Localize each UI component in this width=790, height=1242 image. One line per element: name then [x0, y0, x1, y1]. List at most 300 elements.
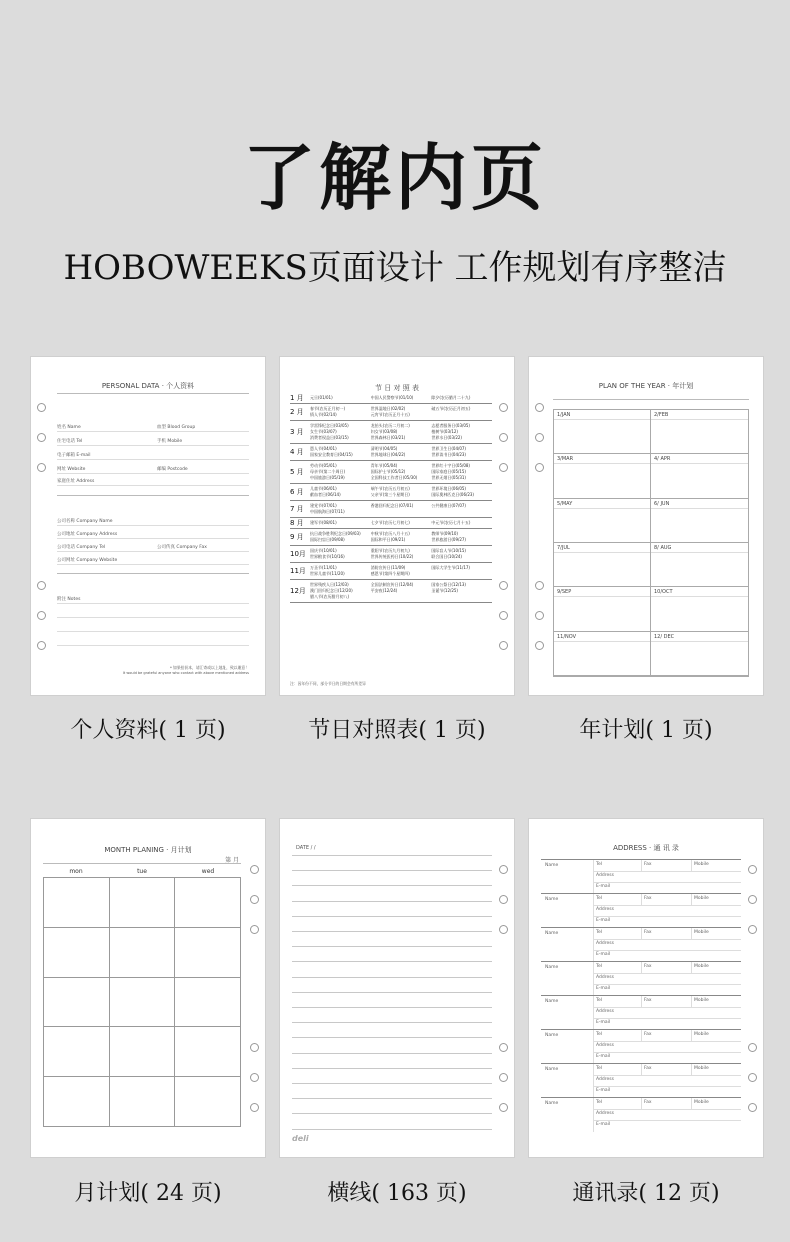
holiday-entry: 国庆节(10/01) — [310, 548, 337, 553]
holiday-entry: 七夕节(农历七月初七) — [370, 520, 410, 525]
field-row — [57, 543, 249, 552]
field-row — [57, 530, 249, 539]
fax-label: Fax — [644, 896, 652, 901]
ruled-line — [292, 992, 492, 993]
binder-hole — [499, 865, 508, 874]
month-label: 9/SEP — [557, 589, 572, 596]
year-grid — [553, 409, 749, 677]
binder-hole — [748, 865, 757, 874]
holiday-entry: 教师节(09/10) — [431, 531, 458, 536]
address-label: Address — [596, 873, 614, 878]
holiday-entry: 中秋节(农历八月十五) — [370, 531, 410, 536]
field-label: 公司电话 Company Tel — [57, 545, 106, 550]
binder-hole — [250, 895, 259, 904]
binder-hole — [250, 1103, 259, 1112]
address-label: Address — [596, 907, 614, 912]
cell-divider — [651, 463, 748, 464]
holiday-cols — [310, 395, 492, 401]
ruled-line — [292, 916, 492, 917]
month-grid — [43, 877, 241, 1127]
monthplan-heading: MONTH PLANING · 月计划 — [104, 846, 192, 854]
holiday-cols — [310, 486, 492, 498]
divider — [641, 894, 642, 905]
fax-label: Fax — [644, 964, 652, 969]
divider — [641, 928, 642, 939]
tel-label: Tel — [596, 1032, 603, 1037]
holiday-col — [431, 486, 492, 498]
field-row — [57, 465, 249, 474]
divider — [691, 928, 692, 939]
holiday-entry: 腊八节(农历腊月初八) — [310, 594, 350, 599]
holiday-cols — [310, 446, 492, 458]
binder-hole — [535, 641, 544, 650]
holiday-entry: 母亲节(第二个周日) — [310, 469, 346, 474]
weekday-header — [43, 868, 241, 875]
holiday-entry: 澳门回归纪念日(12/20) — [310, 588, 353, 593]
holiday-entry: 世界地球日(04/22) — [370, 452, 406, 457]
divider — [641, 962, 642, 973]
email-label: E-mail — [596, 1020, 611, 1025]
holiday-entry: 抗日战争胜利纪念日(09/03) — [310, 531, 361, 536]
day-cell — [110, 928, 176, 978]
ruled-line — [292, 1037, 492, 1038]
holiday-col — [371, 406, 432, 418]
holiday-row — [290, 501, 492, 518]
holiday-entry: 国际盲人节(10/15) — [431, 548, 466, 553]
binder-hole — [748, 1073, 757, 1082]
holiday-entry: 国际大学生节(11/17) — [431, 565, 470, 570]
day-cell — [110, 1077, 176, 1127]
email-label: E-mail — [596, 918, 611, 923]
holiday-entry: 父亲节(第三个星期日) — [370, 492, 410, 497]
month-label: 10/OCT — [654, 589, 673, 596]
field-label: 家庭住址 Address — [57, 479, 95, 484]
month-cell — [651, 543, 748, 587]
name-label: Name — [545, 863, 559, 868]
month-cell — [554, 454, 651, 498]
holiday-entry: 世界残疾人日(12/03) — [310, 582, 349, 587]
holiday-entry: 联合国日(10/24) — [431, 554, 462, 559]
divider — [593, 1052, 741, 1053]
holiday-col — [371, 531, 432, 543]
address-label: Address — [596, 1111, 614, 1116]
address-entry — [541, 1097, 741, 1132]
holiday-row — [290, 518, 492, 529]
holiday-table — [290, 393, 492, 603]
address-entry — [541, 961, 741, 996]
binder-hole — [499, 611, 508, 620]
binder-hole — [748, 1103, 757, 1112]
holiday-col — [431, 531, 492, 543]
holiday-row — [290, 404, 492, 421]
holiday-month: 4 月 — [290, 448, 304, 456]
holiday-entry: 志愿者服务日(03/05) — [431, 423, 470, 428]
month-cell — [554, 499, 651, 543]
fax-label: Fax — [644, 1100, 652, 1105]
holiday-entry: 香港回归纪念日(07/01) — [370, 503, 414, 508]
personal-heading: PERSONAL DATA · 个人资料 — [101, 382, 195, 390]
holiday-entry: 国家安全教育日(04/15) — [310, 452, 353, 457]
divider — [691, 860, 692, 871]
divider — [57, 393, 249, 394]
divider — [593, 1041, 741, 1042]
holiday-month: 10月 — [290, 550, 306, 558]
email-label: E-mail — [596, 1054, 611, 1059]
holiday-entry: 世界读书日(04/23) — [431, 452, 466, 457]
holiday-col — [371, 486, 432, 498]
divider — [593, 962, 594, 996]
mobile-label: Mobile — [694, 1100, 709, 1105]
email-label: E-mail — [596, 1088, 611, 1093]
holiday-col — [431, 548, 492, 560]
binder-hole — [499, 403, 508, 412]
month-cell — [554, 587, 651, 631]
holiday-entry: 万圣节(11/01) — [310, 565, 337, 570]
holiday-col — [371, 423, 432, 441]
name-label: Name — [545, 1101, 559, 1106]
holiday-month: 11月 — [290, 567, 306, 575]
caption-monthplan: 月计划( 24 页) — [74, 1181, 222, 1206]
holiday-entry: 劳动节(05/01) — [310, 463, 337, 468]
ruled-line — [292, 961, 492, 962]
divider — [593, 905, 741, 906]
holiday-month: 6 月 — [290, 488, 304, 496]
holiday-col — [310, 582, 371, 600]
divider — [593, 860, 594, 894]
holiday-entry: 平安夜(12/24) — [370, 588, 398, 593]
divider — [57, 495, 249, 496]
month-number-label: 第 月 — [225, 857, 239, 864]
card-lined — [279, 818, 515, 1158]
holiday-col — [431, 503, 492, 515]
divider — [553, 399, 749, 400]
binder-hole — [499, 895, 508, 904]
caption-lined: 横线( 163 页) — [327, 1181, 467, 1206]
divider — [593, 916, 741, 917]
ruled-line — [292, 931, 492, 932]
holiday-col — [431, 565, 492, 577]
ruled-line — [292, 1129, 492, 1130]
cell-divider — [651, 596, 748, 597]
holiday-entry: 消费者权益日(03/15) — [310, 435, 349, 440]
month-cell — [651, 632, 748, 676]
binder-hole — [499, 581, 508, 590]
divider — [641, 996, 642, 1007]
month-label: 3/MAR — [557, 456, 574, 463]
ruled-line — [292, 870, 492, 871]
binder-hole — [499, 433, 508, 442]
holiday-entry: 世界环境日(06/05) — [431, 486, 466, 491]
cell-divider — [554, 463, 650, 464]
holiday-col — [310, 520, 371, 526]
email-label: E-mail — [596, 1122, 611, 1127]
holiday-entry: 世界传统医药日(10/22) — [370, 554, 414, 559]
divider — [641, 1030, 642, 1041]
holiday-entry: 世界卫生日(04/07) — [431, 446, 466, 451]
holiday-col — [431, 463, 492, 481]
cell-divider — [554, 419, 650, 420]
personal-footer-cn: * 如果拾获本，请汇寄或以上地址，致以谢意！ — [169, 665, 249, 670]
divider — [593, 928, 594, 962]
month-label: 4/ APR — [654, 456, 671, 463]
ruled-line — [292, 1098, 492, 1099]
ruled-line — [292, 1053, 492, 1054]
holiday-col — [371, 503, 432, 515]
fax-label: Fax — [644, 930, 652, 935]
mobile-label: Mobile — [694, 998, 709, 1003]
caption-address: 通讯录( 12 页) — [572, 1181, 720, 1206]
day-cell — [110, 878, 176, 928]
divider — [641, 1098, 642, 1109]
ruled-line — [292, 1022, 492, 1023]
day-cell — [44, 878, 110, 928]
binder-hole — [499, 641, 508, 650]
cell-divider — [651, 552, 748, 553]
address-label: Address — [596, 1009, 614, 1014]
holiday-col — [310, 395, 371, 401]
divider — [593, 1018, 741, 1019]
holiday-entry: 儿童节(06/01) — [310, 486, 337, 491]
page-subtitle: HOBOWEEKS页面设计 工作规划有序整洁 — [63, 248, 727, 288]
holiday-entry: 国际奥林匹克日(06/23) — [431, 492, 474, 497]
fax-label: Fax — [644, 998, 652, 1003]
binder-hole — [37, 433, 46, 442]
holiday-entry: 中元节(农历七月十五) — [431, 520, 471, 525]
holiday-month: 3 月 — [290, 428, 304, 436]
divider — [691, 1064, 692, 1075]
divider — [593, 1007, 741, 1008]
ruled-line — [292, 885, 492, 886]
mobile-label: Mobile — [694, 930, 709, 935]
cell-divider — [554, 596, 650, 597]
ruled-line — [292, 855, 492, 856]
divider — [641, 860, 642, 871]
field-label: 附注 Notes — [57, 597, 81, 602]
binder-hole — [535, 611, 544, 620]
divider — [57, 573, 249, 574]
divider — [593, 939, 741, 940]
holiday-month: 9 月 — [290, 533, 304, 541]
binder-hole — [535, 581, 544, 590]
holiday-entry: 情人节(02/14) — [310, 412, 337, 417]
month-cell — [651, 499, 748, 543]
holiday-month: 12月 — [290, 587, 306, 595]
cell-divider — [554, 508, 650, 509]
holiday-col — [310, 486, 371, 498]
holiday-entry: 世界湿地日(02/02) — [370, 406, 406, 411]
address-label: Address — [596, 1077, 614, 1082]
cell-divider — [651, 641, 748, 642]
day-cell — [110, 978, 176, 1028]
holiday-cols — [310, 565, 492, 577]
divider — [593, 1086, 741, 1087]
cell-divider — [554, 641, 650, 642]
name-label: Name — [545, 965, 559, 970]
divider — [593, 882, 741, 883]
divider — [593, 1109, 741, 1110]
month-cell — [651, 587, 748, 631]
field-label: 手机 Mobile — [157, 439, 183, 444]
holiday-col — [431, 582, 492, 600]
binder-hole — [499, 463, 508, 472]
divider — [593, 996, 594, 1030]
month-cell — [651, 454, 748, 498]
caption-holiday: 节日对照表( 1 页) — [308, 718, 486, 743]
divider — [593, 894, 594, 928]
holiday-col — [371, 548, 432, 560]
divider — [593, 1120, 741, 1121]
address-entry — [541, 893, 741, 928]
binder-hole — [748, 1043, 757, 1052]
holiday-entry: 全国法制宣传日(12/04) — [370, 582, 414, 587]
day-cell — [44, 1077, 110, 1127]
cell-divider — [651, 419, 748, 420]
field-row — [57, 437, 249, 446]
holiday-entry: 世界儿童节(11/20) — [310, 571, 345, 576]
field-row — [57, 477, 249, 486]
holiday-entry: 世界森林日(03/21) — [370, 435, 406, 440]
card-address — [528, 818, 764, 1158]
address-entry — [541, 1063, 741, 1098]
ruled-line — [292, 1068, 492, 1069]
divider — [593, 1075, 741, 1076]
holiday-heading: 节 日 对 照 表 — [375, 384, 419, 392]
name-label: Name — [545, 999, 559, 1004]
holiday-row — [290, 529, 492, 546]
holiday-entry: 龙抬头(农历二月初二) — [370, 423, 410, 428]
holiday-entry: 元旦(01/01) — [310, 395, 333, 400]
day-cell — [175, 878, 241, 928]
address-entry — [541, 995, 741, 1030]
holiday-entry: 清明节(04/05) — [370, 446, 398, 451]
fax-label: Fax — [644, 862, 652, 867]
holiday-entry: 国际扫盲日(09/08) — [310, 537, 345, 542]
name-label: Name — [545, 897, 559, 902]
divider — [691, 894, 692, 905]
binder-hole — [535, 403, 544, 412]
holiday-entry: 植树节(03/12) — [431, 429, 458, 434]
holiday-col — [371, 565, 432, 577]
divider — [593, 984, 741, 985]
holiday-entry: 学雷锋纪念日(03/05) — [310, 423, 349, 428]
field-label: 公司地址 Company Address — [57, 532, 118, 537]
binder-hole — [748, 925, 757, 934]
day-cell — [44, 978, 110, 1028]
weekday-label: wed — [201, 868, 215, 875]
divider — [593, 950, 741, 951]
email-label: E-mail — [596, 952, 611, 957]
tel-label: Tel — [596, 964, 603, 969]
divider — [593, 871, 741, 872]
binder-hole — [250, 1073, 259, 1082]
tel-label: Tel — [596, 862, 603, 867]
holiday-entry: 世界粮食节(10/16) — [310, 554, 345, 559]
name-label: Name — [545, 931, 559, 936]
holiday-cols — [310, 406, 492, 418]
holiday-row — [290, 484, 492, 501]
holiday-entry: 中国人民警察节(01/10) — [370, 395, 414, 400]
holiday-entry: 女生节(03/07) — [310, 429, 337, 434]
mobile-label: Mobile — [694, 1032, 709, 1037]
field-label: 电子邮箱 E-mail — [57, 453, 91, 458]
tel-label: Tel — [596, 998, 603, 1003]
holiday-row — [290, 563, 492, 580]
holiday-entry: 愚人节(04/01) — [310, 446, 337, 451]
divider — [593, 1064, 594, 1098]
binder-hole — [250, 865, 259, 874]
day-cell — [175, 1027, 241, 1077]
email-label: E-mail — [596, 986, 611, 991]
binder-hole — [37, 403, 46, 412]
binder-hole — [250, 1043, 259, 1052]
holiday-entry: 青年节(05/04) — [370, 463, 398, 468]
tel-label: Tel — [596, 1100, 603, 1105]
cell-divider — [651, 508, 748, 509]
field-row — [57, 517, 249, 526]
holiday-row — [290, 546, 492, 563]
field-row — [57, 595, 249, 604]
month-cell — [554, 543, 651, 587]
divider — [691, 1030, 692, 1041]
month-label: 1/JAN — [557, 412, 571, 418]
address-label: Address — [596, 975, 614, 980]
date-label: DATE / / — [296, 845, 316, 851]
month-label: 6/ JUN — [654, 500, 670, 507]
month-label: 5/MAY — [557, 500, 573, 507]
holiday-cols — [310, 582, 492, 600]
holiday-col — [310, 503, 371, 515]
day-cell — [175, 978, 241, 1028]
caption-yearplan: 年计划( 1 页) — [579, 718, 713, 743]
holiday-entry: 重阳节(农历九月初九) — [370, 548, 410, 553]
holiday-col — [431, 446, 492, 458]
address-entry — [541, 927, 741, 962]
ruled-line — [292, 1113, 492, 1114]
divider — [43, 863, 241, 864]
mobile-label: Mobile — [694, 964, 709, 969]
ruled-line — [292, 946, 492, 947]
email-label: E-mail — [596, 884, 611, 889]
holiday-entry: 建军节(08/01) — [310, 520, 337, 525]
holiday-entry: 建党节(07/01) — [310, 503, 337, 508]
binder-hole — [499, 1043, 508, 1052]
holiday-entry: 世界红十字日(05/08) — [431, 463, 470, 468]
weekday-label: mon — [69, 868, 83, 875]
field-label: 姓名 Name — [57, 425, 81, 430]
holiday-row — [290, 393, 492, 404]
name-label: Name — [545, 1033, 559, 1038]
holiday-cols — [310, 548, 492, 560]
field-row — [57, 623, 249, 632]
holiday-month: 7 月 — [290, 505, 304, 513]
holiday-col — [310, 463, 371, 481]
holiday-col — [431, 406, 492, 418]
card-personal-data — [30, 356, 266, 696]
address-entry — [541, 1029, 741, 1064]
holiday-cols — [310, 520, 492, 526]
month-label: 12/ DEC — [654, 633, 675, 640]
ruled-line — [292, 901, 492, 902]
holiday-entry: 中国旅游日(05/19) — [310, 475, 345, 480]
card-month-plan — [30, 818, 266, 1158]
holiday-col — [310, 565, 371, 577]
binder-hole — [37, 463, 46, 472]
card-year-plan — [528, 356, 764, 696]
divider — [691, 996, 692, 1007]
holiday-col — [431, 423, 492, 441]
holiday-col — [310, 406, 371, 418]
holiday-col — [310, 423, 371, 441]
